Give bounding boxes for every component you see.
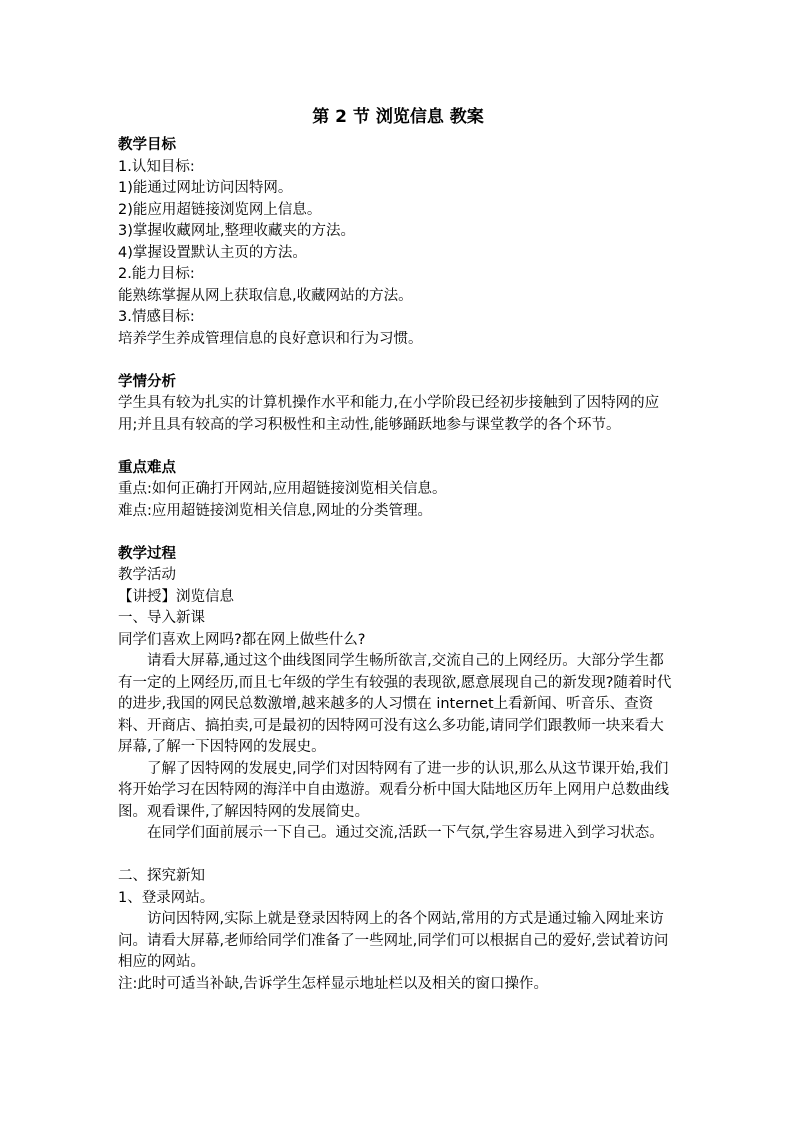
keypoint-line: 重点:如何正确打开网站,应用超链接浏览相关信息。 [118,481,447,497]
intro-question: 同学们喜欢上网吗?都在网上做些什么? [118,631,366,648]
lecture-label: 【讲授】浏览信息 [118,588,234,605]
goal-line: 2.能力目标: [118,266,195,282]
analysis-paragraph: 学生具有较为扎实的计算机操作水平和能力,在小学阶段已经初步接触到了因特网的应用;并且具有较高的学习积极性和主动性,能够踊跃地参与课堂教学的各个环节。 [118,395,660,433]
spacer [118,522,678,544]
spacer [118,845,678,867]
spacer [118,350,678,372]
goal-line: 培养学生养成管理信息的良好意识和行为习惯。 [118,330,423,347]
process-paragraph: 在同学们面前展示一下自己。通过交流,活跃一下气氛,学生容易进入到学习状态。 [147,825,664,841]
keypoint-line: 难点:应用超链接浏览相关信息,网址的分类管理。 [118,502,432,519]
process-paragraph: 访问因特网,实际上就是登录因特网上的各个网站,常用的方式是通过输入网址来访问。请看大屏幕,老师给同学们准备了一些网址,同学们可以根据自己的爱好,尝试着访问相应的网站。 [118,911,669,970]
subsection-item: 1、登录网站。 [118,889,215,906]
spacer [118,436,678,458]
section-learner-analysis [118,372,678,437]
section-heading: 教学目标 [118,137,176,153]
subsection-heading: 二、探究新知 [118,868,205,884]
document-title: 第 2 节 浏览信息 教案 [312,107,484,127]
section-teaching-process [118,544,678,996]
goal-line: 2)能应用超链接浏览网上信息。 [118,201,322,218]
activity-label: 教学活动 [118,567,176,583]
section-key-points [118,458,678,523]
section-heading: 学情分析 [118,373,176,390]
note-line: 注:此时可适当补缺,告诉学生怎样显示地址栏以及相关的窗口操作。 [118,975,548,992]
goal-line: 能熟练掌握从网上获取信息,收藏网站的方法。 [118,287,413,304]
goal-line: 3.情感目标: [118,309,195,325]
goal-line: 4)掌握设置默认主页的方法。 [118,244,307,261]
process-paragraph: 请看大屏幕,通过这个曲线图同学生畅所欲言,交流自己的上网经历。大部分学生都有一定的上网经历,而且七年级的学生有较强的表现欲,愿意展现自己的新发现?随着时代的进步,我国的网民总数激增,越来越多的人习惯在 internet上看新闻、听音乐、查资料、开商店、搞拍卖,可是最初的因特网可没有这么多功能,请同学们跟教师一块来看大屏幕,了解一下因特网的发展史。 [118,653,672,755]
document-page [118,103,678,995]
section-teaching-goals [118,135,678,350]
section-heading: 重点难点 [118,459,176,476]
subsection-heading: 一、导入新课 [118,610,205,626]
goal-line: 3)掌握收藏网址,整理收藏夹的方法。 [118,223,355,239]
goal-line: 1)能通过网址访问因特网。 [118,180,293,196]
section-heading: 教学过程 [118,545,176,562]
goal-line: 1.认知目标: [118,158,195,175]
process-paragraph: 了解了因特网的发展史,同学们对因特网有了进一步的认识,那么从这节课开始,我们将开始学习在因特网的海洋中自由遨游。观看分析中国大陆地区历年上网用户总数曲线图。观看课件,了解因特网的发展简史。 [118,760,669,820]
